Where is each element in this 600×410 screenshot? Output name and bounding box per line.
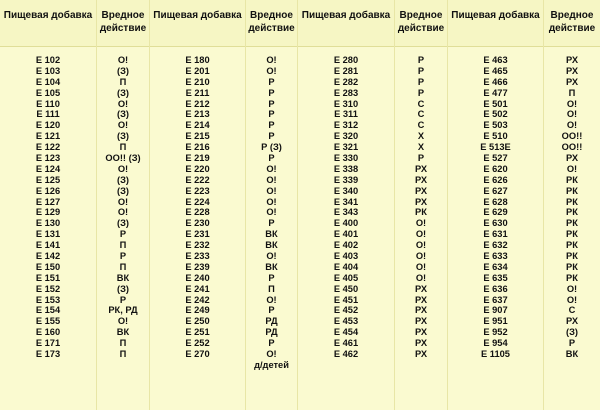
additive-code: E 173 [35, 349, 61, 360]
additive-code: E 466 [483, 76, 508, 87]
additive-code: E 629 [483, 207, 508, 218]
additive-code: E 951 [483, 316, 508, 327]
additive-code: E 220 [185, 163, 210, 174]
harm-column-2 [246, 0, 298, 410]
additive-code: E 211 [185, 87, 210, 98]
harm-effect: ОО!! [561, 142, 583, 153]
harm-effect: П [119, 240, 127, 251]
additive-code: E 513E [480, 142, 511, 153]
harm-header-line1: Вредное [250, 10, 293, 21]
harm-effect: О! [566, 120, 578, 131]
harm-effect: О! [117, 120, 129, 131]
additive-code: E 630 [483, 218, 508, 229]
harm-effect: С [417, 98, 425, 109]
additive-code: E 241 [185, 283, 210, 294]
additive-code: E 282 [333, 76, 359, 87]
additive-code: E 129 [35, 207, 61, 218]
additive-code: E 341 [333, 196, 359, 207]
harm-header [544, 9, 600, 35]
harm-effect: Р [268, 153, 275, 164]
harm-effect: (З) [116, 87, 130, 98]
harm-effect: РХ [414, 305, 428, 316]
harm-effect: РХ [565, 76, 579, 87]
additive-code: E 233 [185, 251, 210, 262]
harm-effect: П [119, 261, 127, 272]
additive-column-3 [298, 0, 395, 410]
additive-code: E 120 [35, 120, 61, 131]
additive-code: E 228 [185, 207, 210, 218]
additive-code: E 152 [35, 283, 61, 294]
harm-effect: О! [566, 109, 578, 120]
harm-effect: Р [268, 87, 275, 98]
harm-effect: Х [417, 142, 425, 153]
additive-code: E 312 [333, 120, 359, 131]
additive-code: E 131 [35, 229, 61, 240]
additive-code: E 216 [185, 142, 210, 153]
additive-code: E 632 [483, 240, 508, 251]
harm-effect: ВК [265, 240, 278, 251]
harm-effect: (З) [116, 109, 130, 120]
harm-effect: О! [266, 55, 277, 65]
additive-code: E 400 [333, 218, 359, 229]
additive-code: E 634 [483, 261, 508, 272]
harm-effect: РД [265, 316, 278, 327]
additive-code: E 477 [483, 87, 508, 98]
additive-code: E 280 [333, 55, 359, 65]
additive-code: E 627 [483, 185, 508, 196]
harm-effect: д/детей [254, 359, 289, 370]
additive-code: E 151 [35, 272, 61, 283]
additive-code: E 222 [185, 174, 210, 185]
harm-effect: ВК [265, 261, 278, 272]
harm-header-line2: действие [99, 23, 147, 34]
additive-code: E 321 [333, 142, 359, 153]
additive-code: E 453 [333, 316, 359, 327]
harm-header-line2: действие [397, 23, 445, 34]
harm-effect: О! [415, 218, 427, 229]
harm-header-line2: действие [548, 23, 596, 34]
additive-code: E 160 [35, 327, 61, 338]
harm-effect: Р [268, 76, 275, 87]
additive-code: E 403 [333, 251, 359, 262]
harm-effect: РК [566, 174, 578, 185]
harm-effect: О! [415, 251, 427, 262]
effect-list [246, 55, 297, 371]
harm-effect: РК [566, 218, 578, 229]
harm-header-line1: Вредное [101, 10, 145, 21]
harm-effect: С [417, 109, 425, 120]
additive-code: E 171 [35, 338, 61, 349]
harm-effect: РХ [565, 55, 579, 65]
additive-code: E 631 [483, 229, 508, 240]
harm-effect: Р [268, 98, 275, 109]
harm-effect: О! [266, 251, 277, 262]
additive-code: E 213 [185, 109, 210, 120]
additive-code: E 451 [333, 294, 359, 305]
harm-effect: Р [268, 109, 275, 120]
harm-effect: О! [266, 207, 277, 218]
harm-effect: (З) [116, 185, 130, 196]
harm-effect: П [119, 142, 127, 153]
additive-header: Пищевая добавка [301, 10, 391, 21]
additive-code: E 231 [185, 229, 210, 240]
additive-column-4 [448, 0, 544, 410]
harm-effect: РХ [565, 316, 579, 327]
additive-code: E 111 [36, 109, 60, 120]
harm-effect: ВК [565, 349, 579, 360]
additive-code: E 450 [333, 283, 359, 294]
harm-effect: ОО!! (З) [105, 153, 141, 164]
additive-code: E 463 [483, 55, 508, 65]
harm-effect: Р [268, 131, 275, 142]
harm-effect: Р [568, 338, 576, 349]
harm-effect: РК [566, 272, 578, 283]
additive-code: E 130 [35, 218, 61, 229]
harm-column-3 [395, 0, 448, 410]
harm-effect: О! [566, 294, 578, 305]
harm-effect: (З) [116, 174, 130, 185]
additive-code: E 103 [35, 65, 61, 76]
additive-code: E 142 [35, 251, 61, 262]
harm-effect: РК [566, 251, 578, 262]
harm-effect: О! [117, 207, 129, 218]
harm-effect: РХ [414, 196, 428, 207]
additive-code: E 404 [333, 261, 359, 272]
harm-header-line1: Вредное [550, 10, 594, 21]
additive-code: E 405 [333, 272, 359, 283]
harm-effect: РК [566, 185, 578, 196]
harm-effect: РК, РД [108, 305, 138, 316]
additive-code: E 122 [35, 142, 61, 153]
harm-effect: Р [268, 120, 275, 131]
additive-code: E 102 [35, 55, 61, 65]
additive-code: E 339 [333, 174, 359, 185]
harm-effect: РК [566, 207, 578, 218]
harm-effect: РХ [414, 283, 428, 294]
additive-code: E 310 [333, 98, 359, 109]
additive-code: E 127 [35, 196, 61, 207]
additive-column-2 [150, 0, 246, 410]
harm-effect: РХ [414, 163, 428, 174]
additive-code: E 155 [35, 316, 61, 327]
harm-header [97, 9, 149, 35]
additive-code: E 242 [185, 294, 210, 305]
additive-code: E 454 [333, 327, 359, 338]
harm-effect: О! [266, 174, 277, 185]
additive-code: E 180 [185, 55, 210, 65]
harm-effect: С [568, 305, 576, 316]
additive-code: E 249 [185, 305, 210, 316]
additive-code: E 330 [333, 153, 359, 164]
additive-code: E 219 [185, 153, 210, 164]
harm-effect: Р (З) [261, 142, 282, 153]
harm-effect: ОО!! [561, 131, 583, 142]
harm-header [246, 9, 297, 35]
harm-effect: РХ [414, 316, 428, 327]
additive-code: E 240 [185, 272, 210, 283]
harm-effect: П [119, 349, 127, 360]
harm-effect: О! [266, 65, 277, 76]
harm-effect: РХ [565, 65, 579, 76]
harm-effect: О! [266, 294, 277, 305]
additive-code: E 215 [185, 131, 210, 142]
code-list [448, 55, 543, 360]
additive-code: E 320 [333, 131, 359, 142]
additive-code: E 502 [483, 109, 508, 120]
additive-code: E 626 [483, 174, 508, 185]
harm-column-4 [544, 0, 600, 410]
harm-effect: РХ [414, 174, 428, 185]
harm-effect: ВК [116, 272, 130, 283]
additive-header: Пищевая добавка [153, 10, 242, 21]
harm-effect: Р [417, 65, 425, 76]
harm-effect: О! [117, 163, 129, 174]
harm-effect: О! [266, 196, 277, 207]
harm-effect: Р [268, 305, 275, 316]
additive-code: E 239 [185, 261, 210, 272]
harm-header [395, 9, 447, 35]
additive-code: E 124 [35, 163, 61, 174]
harm-effect: РК [415, 207, 427, 218]
harm-effect: Р [119, 294, 127, 305]
additive-code: E 452 [333, 305, 359, 316]
harm-effect: О! [566, 98, 578, 109]
additive-code: E 141 [35, 240, 61, 251]
harm-effect: (З) [116, 65, 130, 76]
harm-effect: О! [117, 98, 129, 109]
additive-code: E 223 [185, 185, 210, 196]
harm-effect: П [119, 76, 127, 87]
harm-effect: ВК [265, 229, 278, 240]
harm-effect: Р [417, 55, 425, 65]
additive-code: E 510 [483, 131, 508, 142]
additive-code: E 104 [35, 76, 61, 87]
harm-effect: (З) [116, 131, 130, 142]
additive-code: E 201 [185, 65, 210, 76]
harm-effect: О! [415, 261, 427, 272]
additive-code: E 154 [35, 305, 61, 316]
additive-code: E 636 [483, 283, 508, 294]
additive-header: Пищевая добавка [3, 10, 93, 21]
harm-effect: РД [265, 327, 278, 338]
additive-code: E 252 [185, 338, 210, 349]
additive-code: E 637 [483, 294, 508, 305]
additive-code: E 251 [185, 327, 210, 338]
additive-code: E 1105 [481, 349, 510, 360]
additive-code: E 230 [185, 218, 210, 229]
harm-effect: РК [566, 261, 578, 272]
additive-code: E 338 [333, 163, 359, 174]
additive-code: E 250 [185, 316, 210, 327]
additive-code: E 527 [483, 153, 508, 164]
harm-column-1 [97, 0, 150, 410]
additive-code: E 465 [483, 65, 508, 76]
harm-effect: РХ [565, 153, 579, 164]
additive-code: E 633 [483, 251, 508, 262]
additive-code: E 628 [483, 196, 508, 207]
harm-effect: П [119, 338, 127, 349]
additive-code: E 401 [333, 229, 359, 240]
harm-effect: Р [119, 251, 127, 262]
harm-effect: Р [417, 76, 425, 87]
harm-effect: О! [117, 316, 129, 327]
additive-code: E 126 [35, 185, 61, 196]
harm-effect: РК [566, 240, 578, 251]
harm-effect: РХ [414, 185, 428, 196]
additive-code: E 635 [483, 272, 508, 283]
additive-code: E 620 [483, 163, 508, 174]
additive-code: E 210 [185, 76, 210, 87]
harm-effect: Р [417, 87, 425, 98]
harm-header-line2: действие [248, 23, 295, 34]
harm-effect: О! [266, 349, 277, 360]
harm-effect: О! [117, 55, 129, 65]
additive-code: E 283 [333, 87, 359, 98]
additive-code: E 123 [35, 153, 61, 164]
additive-code: E 224 [185, 196, 210, 207]
harm-effect: (З) [116, 218, 130, 229]
additive-code: E 952 [483, 327, 508, 338]
additive-code: E 121 [35, 131, 61, 142]
code-list [0, 55, 96, 360]
harm-effect: Р [268, 338, 275, 349]
effect-list [395, 55, 447, 360]
harm-effect: Р [268, 272, 275, 283]
additive-code: E 501 [483, 98, 508, 109]
harm-effect: Р [119, 229, 127, 240]
harm-effect: О! [415, 240, 427, 251]
harm-effect: Х [417, 131, 425, 142]
additive-code: E 402 [333, 240, 359, 251]
harm-effect: (З) [116, 283, 130, 294]
harm-effect: Р [268, 218, 275, 229]
additive-code: E 153 [35, 294, 61, 305]
additive-code: E 461 [333, 338, 359, 349]
harm-effect: О! [415, 229, 427, 240]
additive-code: E 311 [334, 109, 358, 120]
additive-code: E 212 [185, 98, 210, 109]
code-list [150, 55, 245, 360]
harm-effect: РХ [414, 338, 428, 349]
additive-code: E 214 [185, 120, 210, 131]
harm-effect: О! [415, 272, 427, 283]
harm-effect: РХ [414, 327, 428, 338]
additive-code: E 150 [35, 261, 61, 272]
harm-effect: О! [566, 283, 578, 294]
effect-list [544, 55, 600, 360]
harm-header-line1: Вредное [399, 10, 443, 21]
harm-effect: П [268, 283, 275, 294]
additive-code: E 270 [185, 349, 210, 360]
harm-effect: О! [266, 163, 277, 174]
harm-effect: РХ [414, 349, 428, 360]
harm-effect: П [568, 87, 576, 98]
harm-effect: (З) [565, 327, 579, 338]
additive-code: E 232 [185, 240, 210, 251]
harm-effect: О! [266, 185, 277, 196]
harm-effect: РК [566, 229, 578, 240]
harm-effect: О! [117, 196, 129, 207]
harm-effect: С [417, 120, 425, 131]
additive-code: E 105 [35, 87, 61, 98]
harm-effect: РХ [414, 294, 428, 305]
additive-code: E 125 [35, 174, 61, 185]
harm-effect: ВК [116, 327, 130, 338]
additive-code: E 954 [483, 338, 508, 349]
additive-code: E 907 [483, 305, 508, 316]
additive-code: E 343 [333, 207, 359, 218]
effect-list [97, 55, 149, 360]
additive-header: Пищевая добавка [451, 10, 540, 21]
harm-effect: О! [566, 163, 578, 174]
harm-effect: РК [566, 196, 578, 207]
additive-code: E 503 [483, 120, 508, 131]
additive-column-1 [0, 0, 97, 410]
additive-code: E 110 [36, 98, 60, 109]
additive-code: E 340 [333, 185, 359, 196]
additive-code: E 462 [333, 349, 359, 360]
harm-effect: Р [417, 153, 425, 164]
additive-code: E 281 [333, 65, 359, 76]
code-list [298, 55, 394, 360]
